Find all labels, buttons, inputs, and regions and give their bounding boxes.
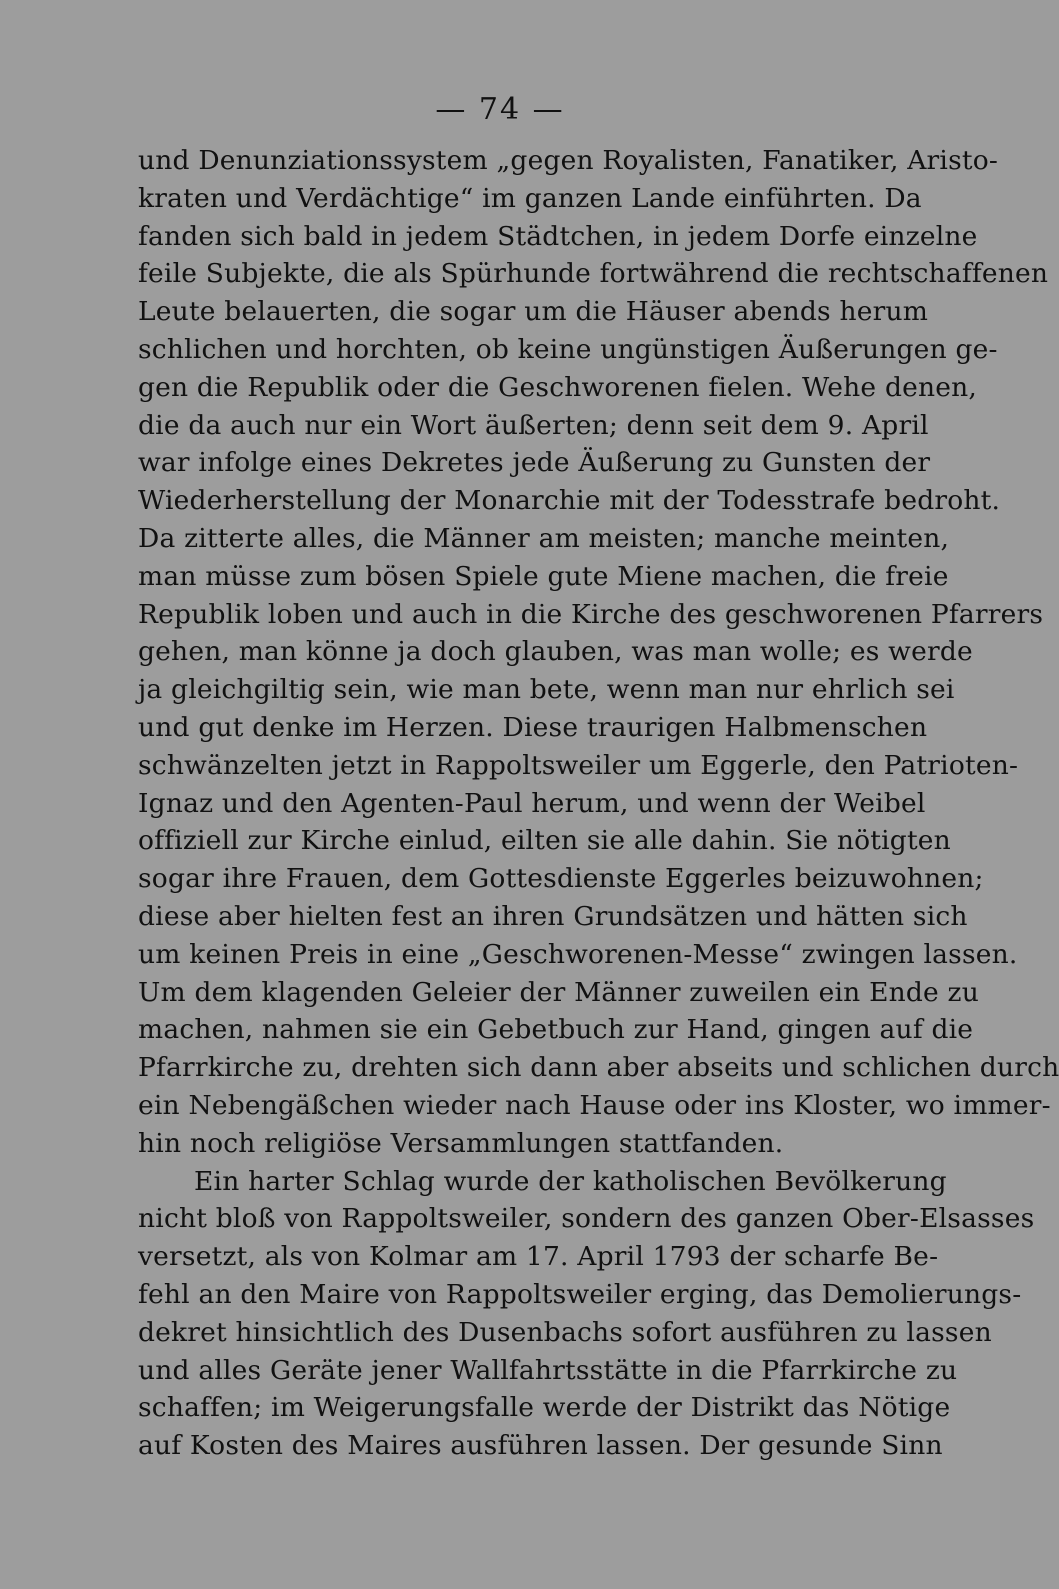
text-line: schaffen; im Weigerungsfalle werde der Distrikt das Nötige: [138, 1392, 951, 1424]
text-line: man müsse zum bösen Spiele gute Miene machen, die freie: [138, 560, 949, 592]
text-line: Leute belauerten, die sogar um die Häuser abends herum: [138, 296, 929, 328]
text-line: Ignaz und den Agenten-Paul herum, und wenn der Weibel: [138, 787, 926, 819]
text-line: Um dem klagenden Geleier der Männer zuweilen ein Ende zu: [138, 976, 979, 1008]
text-line: gen die Republik oder die Geschworenen fielen. Wehe denen,: [138, 371, 978, 403]
text-line: und Denunziationssystem „gegen Royalisten, Fanatiker, Aristo-: [138, 145, 999, 176]
text-line: dekret hinsichtlich des Dusenbachs sofort ausführen zu lassen: [138, 1316, 992, 1348]
text-line: versetzt, als von Kolmar am 17. April 1793 der scharfe Be-: [138, 1241, 939, 1273]
text-line: auf Kosten des Maires ausführen lassen. Der gesunde Sinn: [138, 1430, 943, 1462]
text-line: schwänzelten jetzt in Rappoltsweiler um Eggerle, den Patrioten-: [138, 749, 1019, 781]
text-line: Pfarrkirche zu, drehten sich dann aber abseits und schlichen durch: [138, 1052, 1059, 1084]
text-line: ein Nebengäßchen wieder nach Hause oder ins Kloster, wo immer-: [138, 1089, 1051, 1121]
text-line: und gut denke im Herzen. Diese traurigen Halbmenschen: [138, 711, 928, 743]
text-line: sogar ihre Frauen, dem Gottesdienste Eggerles beizuwohnen;: [138, 863, 984, 895]
text-line: Wiederherstellung der Monarchie mit der Todesstrafe bedroht.: [138, 485, 1001, 517]
text-line: die da auch nur ein Wort äußerten; denn seit dem 9. April: [138, 409, 929, 441]
paragraph-start-line: Ein harter Schlag wurde der katholischen Bevölkerung: [194, 1165, 947, 1197]
body-text: [138, 142, 1059, 1465]
text-line: und alles Geräte jener Wallfahrtsstätte in die Pfarrkirche zu: [138, 1354, 958, 1386]
text-line: offiziell zur Kirche einlud, eilten sie alle dahin. Sie nötigten: [138, 825, 951, 857]
page-number: — 74 —: [435, 92, 565, 127]
text-line: diese aber hielten fest an ihren Grundsätzen und hätten sich: [138, 900, 968, 932]
text-line: kraten und Verdächtige“ im ganzen Lande einführten. Da: [138, 182, 922, 214]
text-line: war infolge eines Dekretes jede Äußerung zu Gunsten der: [138, 447, 931, 479]
text-line: fanden sich bald in jedem Städtchen, in jedem Dorfe einzelne: [138, 220, 978, 252]
text-line: gehen, man könne ja doch glauben, was man wolle; es werde: [138, 636, 973, 668]
text-line: Republik loben und auch in die Kirche des geschworenen Pfarrers: [138, 598, 1044, 630]
text-line: Da zitterte alles, die Männer am meisten; manche meinten,: [138, 522, 950, 554]
text-line: feile Subjekte, die als Spürhunde fortwährend die rechtschaffenen: [138, 258, 1049, 290]
text-line: ja gleichgiltig sein, wie man bete, wenn man nur ehrlich sei: [138, 674, 955, 706]
text-line: nicht bloß von Rappoltsweiler, sondern des ganzen Ober-Elsasses: [138, 1203, 1035, 1235]
text-line: schlichen und horchten, ob keine ungünstigen Äußerungen ge-: [138, 333, 998, 365]
text-line: machen, nahmen sie ein Gebetbuch zur Hand, gingen auf die: [138, 1014, 974, 1046]
text-line: um keinen Preis in eine „Geschworenen-Messe“ zwingen lassen.: [138, 938, 1018, 970]
paragraph-end-line: hin noch religiöse Versammlungen stattfanden.: [138, 1127, 784, 1159]
text-line: fehl an den Maire von Rappoltsweiler erging, das Demolierungs-: [138, 1278, 1022, 1310]
